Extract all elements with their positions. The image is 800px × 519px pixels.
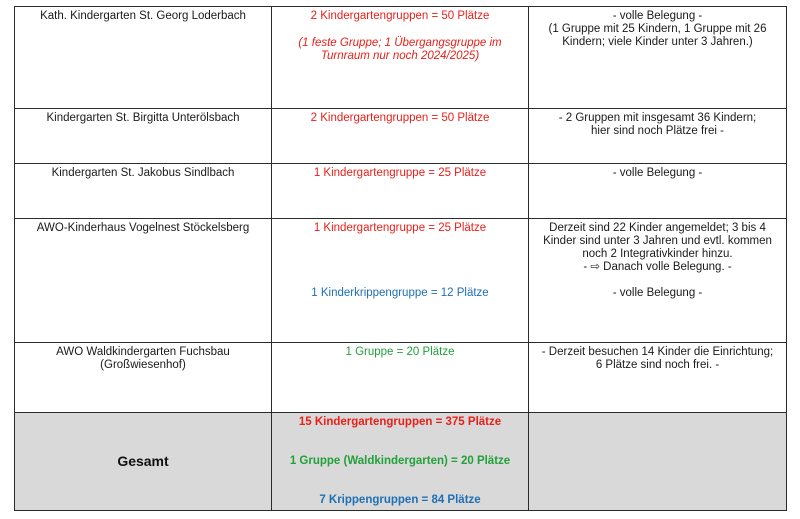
- total-occupancy-cell: [529, 413, 787, 511]
- facility-name-text: Kath. Kindergarten St. Georg Loderbach: [40, 10, 246, 22]
- occupancy-line: Kindern; viele Kinder unter 3 Jahren.): [562, 36, 753, 48]
- capacity-cell: [272, 219, 529, 343]
- occupancy-cell: [529, 7, 787, 109]
- total-capacity-cell: [272, 413, 529, 511]
- facility-name: [15, 164, 272, 219]
- occupancy-line: (1 Gruppe mit 25 Kindern, 1 Gruppe mit 26: [548, 23, 767, 35]
- facility-name-text: AWO Waldkindergarten Fuchsbau: [56, 346, 230, 358]
- facility-name: [15, 109, 272, 164]
- total-row: [15, 413, 787, 511]
- capacity-cell: [272, 109, 529, 164]
- kindergarten-groups: 2 Kindergartengruppen = 50 Plätze: [310, 10, 490, 22]
- capacity-cell: [272, 164, 529, 219]
- wald-groups: 1 Gruppe = 20 Plätze: [345, 346, 455, 358]
- facility-name-text: AWO-Kinderhaus Vogelnest Stöckelsberg: [36, 222, 250, 234]
- table-row: [15, 109, 787, 164]
- capacity-cell: [272, 7, 529, 109]
- occupancy-line: Kinder sind unter 3 Jahren und evtl. kommen: [543, 235, 772, 247]
- total-wald: 1 Gruppe (Waldkindergarten) = 20 Plätze: [289, 455, 511, 467]
- occupancy-line: - Derzeit besuchen 14 Kinder die Einrichtung;: [541, 346, 774, 358]
- kindergarten-groups: 1 Kindergartengruppe = 25 Plätze: [313, 167, 487, 179]
- kindergarten-groups: 1 Kindergartengruppe = 25 Plätze: [313, 222, 487, 234]
- occupancy-line: Derzeit sind 22 Kinder angemeldet; 3 bis 4: [549, 222, 766, 234]
- capacity-note-line: (1 feste Gruppe; 1 Übergangsgruppe im: [298, 37, 502, 49]
- facility-name-text: Kindergarten St. Birgitta Unterölsbach: [46, 112, 240, 124]
- occupancy-cell: [529, 164, 787, 219]
- capacity-cell: [272, 343, 529, 413]
- occupancy-line: - 2 Gruppen mit insgesamt 36 Kindern;: [558, 112, 757, 124]
- occupancy-line: 6 Plätze sind noch frei. -: [595, 359, 720, 371]
- facility-name-text: (Großwiesenhof): [100, 359, 186, 371]
- table-row: [15, 219, 787, 343]
- total-kindergarten: 15 Kindergartengruppen = 375 Plätze: [298, 416, 502, 428]
- kindergarten-groups: 2 Kindergartengruppen = 50 Plätze: [310, 112, 490, 124]
- krippe-groups: 1 Kinderkrippengruppe = 12 Plätze: [311, 287, 489, 299]
- table-row: [15, 7, 787, 109]
- facility-name: [15, 7, 272, 109]
- occupancy-cell: [529, 109, 787, 164]
- table-row: [15, 164, 787, 219]
- occupancy-line: hier sind noch Plätze frei -: [591, 125, 724, 137]
- capacity-note-line: Turnraum nur noch 2024/2025): [320, 50, 480, 62]
- facility-name: [15, 219, 272, 343]
- occupancy-cell: [529, 343, 787, 413]
- facility-name-text: Kindergarten St. Jakobus Sindlbach: [51, 167, 235, 179]
- occupancy-line: - volle Belegung -: [612, 167, 703, 179]
- occupancy-line: - ⇨ Danach volle Belegung. -: [583, 261, 732, 273]
- total-label: Gesamt: [15, 413, 272, 511]
- kindergarten-capacity-table: [14, 6, 787, 511]
- table-row: [15, 343, 787, 413]
- occupancy-cell: [529, 219, 787, 343]
- occupancy-line: - volle Belegung -: [612, 287, 703, 299]
- facility-name: [15, 343, 272, 413]
- occupancy-line: - volle Belegung -: [612, 10, 703, 22]
- occupancy-line: noch 2 Integrativkinder hinzu.: [582, 248, 733, 260]
- total-krippe: 7 Krippengruppen = 84 Plätze: [319, 494, 481, 506]
